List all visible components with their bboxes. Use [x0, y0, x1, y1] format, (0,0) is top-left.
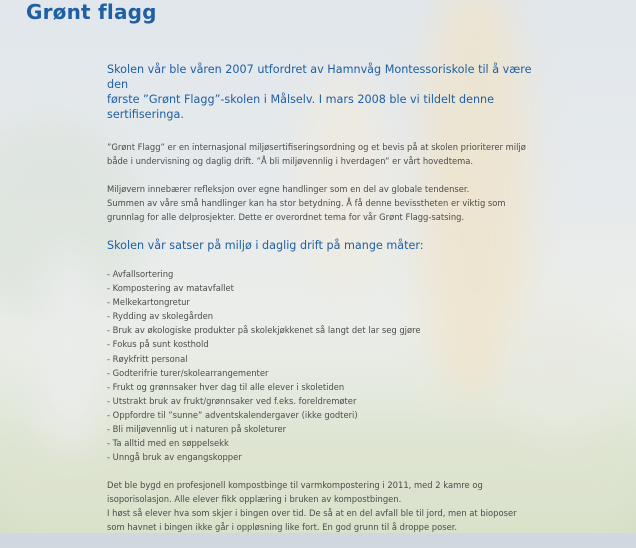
page-title: Grønt flagg — [26, 0, 157, 24]
paragraph-line: både i undervisning og daglig drift. ”Å bli miljøvennlig i hverdagen” er vårt hovedtema. — [107, 156, 474, 166]
intro-text — [107, 62, 547, 122]
list-item: - Godterifrie turer/skolearrangementer — [107, 367, 269, 378]
paragraph-line: Det ble bygd en profesjonell kompostbinge til varmkompostering i 2011, med 2 kamre og — [107, 480, 483, 491]
list-item: - Unngå bruk av engangskopper — [107, 452, 242, 463]
paragraph-line: som havnet i bingen ikke går i oppløsning like fort. En god grunn til å droppe poser. — [107, 522, 458, 533]
intro-line: Skolen vår ble våren 2007 utfordret av Hamnvåg Montessoriskole til å være den — [107, 63, 532, 91]
list-item: - Fokus på sunt kosthold — [107, 339, 209, 350]
list-item: - Ta alltid med en søppelsekk — [107, 438, 229, 449]
list-item: - Bruk av økologiske produkter på skolekjøkkenet så langt det lar seg gjøre — [107, 325, 421, 336]
article-body — [107, 62, 547, 548]
paragraph-line: ”Grønt Flagg” er en internasjonal miljøsertifiseringsordning og et bevis på at skolen prioriterer miljø — [107, 142, 526, 152]
measures-list — [107, 267, 547, 464]
paragraph-line: isoporisolasjon. Alle elever fikk opplæring i bruken av kompostbingen. — [107, 494, 402, 505]
paragraph-line: Summen av våre små handlinger kan ha stor betydning. Å få denne bevisstheten er viktig som — [107, 198, 506, 208]
list-item: - Oppfordre til ”sunne” adventskalendergaver (ikke godteri) — [107, 409, 358, 420]
intro-line: første ”Grønt Flagg”-skolen i Målselv. I mars 2008 ble vi tildelt denne sertifiseringa. — [107, 93, 495, 121]
paragraph-line: I høst så elever hva som skjer i bingen over tid. De så at en del avfall ble til jord, men at bioposer — [107, 508, 517, 519]
paragraph-environment — [107, 182, 547, 224]
list-item: - Melkekartongretur — [107, 297, 190, 308]
list-item: - Avfallsortering — [107, 269, 174, 279]
section-subheading: Skolen vår satser på miljø i daglig drift på mange måter: — [107, 239, 424, 252]
list-item: - Kompostering av matavfallet — [107, 283, 234, 294]
paragraph-line: grunnlag for alle delprosjekter. Dette er overordnet tema for vår Grønt Flagg-satsing. — [107, 212, 465, 222]
paragraph-compost — [107, 478, 547, 534]
paragraph-line: Miljøvern innebærer refleksjon over egne handlinger som en del av globale tendenser. — [107, 184, 470, 194]
list-item: - Rydding av skolegården — [107, 311, 214, 322]
list-item: - Bli miljøvennlig ut i naturen på skoleturer — [107, 424, 287, 435]
list-item: - Røykfritt personal — [107, 353, 188, 364]
paragraph-green-flag — [107, 140, 547, 168]
list-item: - Frukt og grønnsaker hver dag til alle elever i skoletiden — [107, 381, 345, 392]
list-item: - Utstrakt bruk av frukt/grønnsaker ved f.eks. foreldremøter — [107, 395, 357, 406]
